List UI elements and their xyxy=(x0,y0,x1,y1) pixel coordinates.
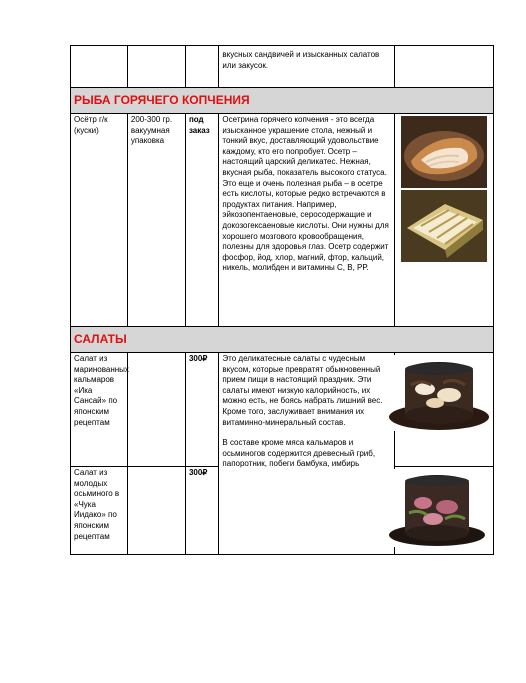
image-cell xyxy=(394,46,493,88)
price-cell xyxy=(185,46,218,88)
description-text: Осетрина горячего копчения - это всегда изысканное украшение стола, нежный и тонкий вкус, доставляющий удовольствие каждому, кто его попробует. Осетр – настоящий царский деликатес. Нежная, вкусная рыба, показатель высокого статуса. Это еще и очень полезная рыба – в осетре есть кислоты, которые редко встречаются в продуктах питания. Например, эйкозопентаеновые, серосодержащие и докозогексаеновые кислоты. Они нужны для хорошего мозгового кровообращения, полезны для здоровья глаз. Осетр содержит фосфор, йод, хлор, магний, фтор, кальций, никель, молибден и витамины С, В, РР. xyxy=(222,115,389,273)
pack-cell xyxy=(127,467,185,555)
section-header-hot-smoked xyxy=(71,88,494,114)
product-price: 300₽ xyxy=(188,354,208,363)
sturgeon-photo-2 xyxy=(401,190,487,262)
table-row xyxy=(71,114,494,327)
price-cell xyxy=(185,467,218,555)
price-cell xyxy=(185,353,218,467)
product-name: Осётр г/к (куски) xyxy=(74,115,108,135)
product-pack: 200-300 гр. вакуумная упаковка xyxy=(130,115,173,146)
image-cell xyxy=(394,114,493,327)
name-cell xyxy=(71,353,128,467)
sturgeon-photo-1 xyxy=(401,116,487,188)
section-header-salads xyxy=(71,327,494,353)
price-cell xyxy=(185,114,218,327)
table-row xyxy=(71,46,494,88)
octopus-salad-jar-photo xyxy=(387,469,487,547)
product-price: под заказ xyxy=(188,115,210,135)
pack-cell xyxy=(127,114,185,327)
product-price: 300₽ xyxy=(188,468,208,477)
section-title: САЛАТЫ xyxy=(71,327,494,353)
description-text: В составе кроме мяса кальмаров и осьминогов содержится древесный гриб, папоротник, побеги бамбука, имбирь xyxy=(222,438,376,469)
image-cell xyxy=(394,467,493,555)
pack-cell xyxy=(127,353,185,467)
name-cell xyxy=(71,114,128,327)
image-cell xyxy=(394,353,493,467)
product-name: Салат из маринованных кальмаров «Ика Сансай» по японским рецептам xyxy=(74,354,129,427)
pack-cell xyxy=(127,46,185,88)
product-table xyxy=(70,45,494,555)
name-cell xyxy=(71,46,128,88)
name-cell xyxy=(71,467,128,555)
section-title: РЫБА ГОРЯЧЕГО КОПЧЕНИЯ xyxy=(71,88,494,114)
description-text: вкусных сандвичей и изысканных салатов или закусок. xyxy=(222,50,380,70)
description-cell xyxy=(219,353,394,555)
product-name: Салат из молодых осьминого в «Чука Иидако» по японским рецептам xyxy=(74,468,120,541)
description-text: Это деликатесные салаты с чудесным вкусом, которые превратят обыкновенный прием пищи в настоящий праздник. Эти салаты имеют низкую калорийность, их можно есть, не боясь набрать лишний вес. Кроме того, заслуживает внимания их витаминно-минеральный состав. xyxy=(222,354,383,427)
squid-salad-jar-photo xyxy=(387,355,491,431)
table-row xyxy=(71,353,494,467)
description-cell xyxy=(219,46,394,88)
description-cell xyxy=(219,114,394,327)
